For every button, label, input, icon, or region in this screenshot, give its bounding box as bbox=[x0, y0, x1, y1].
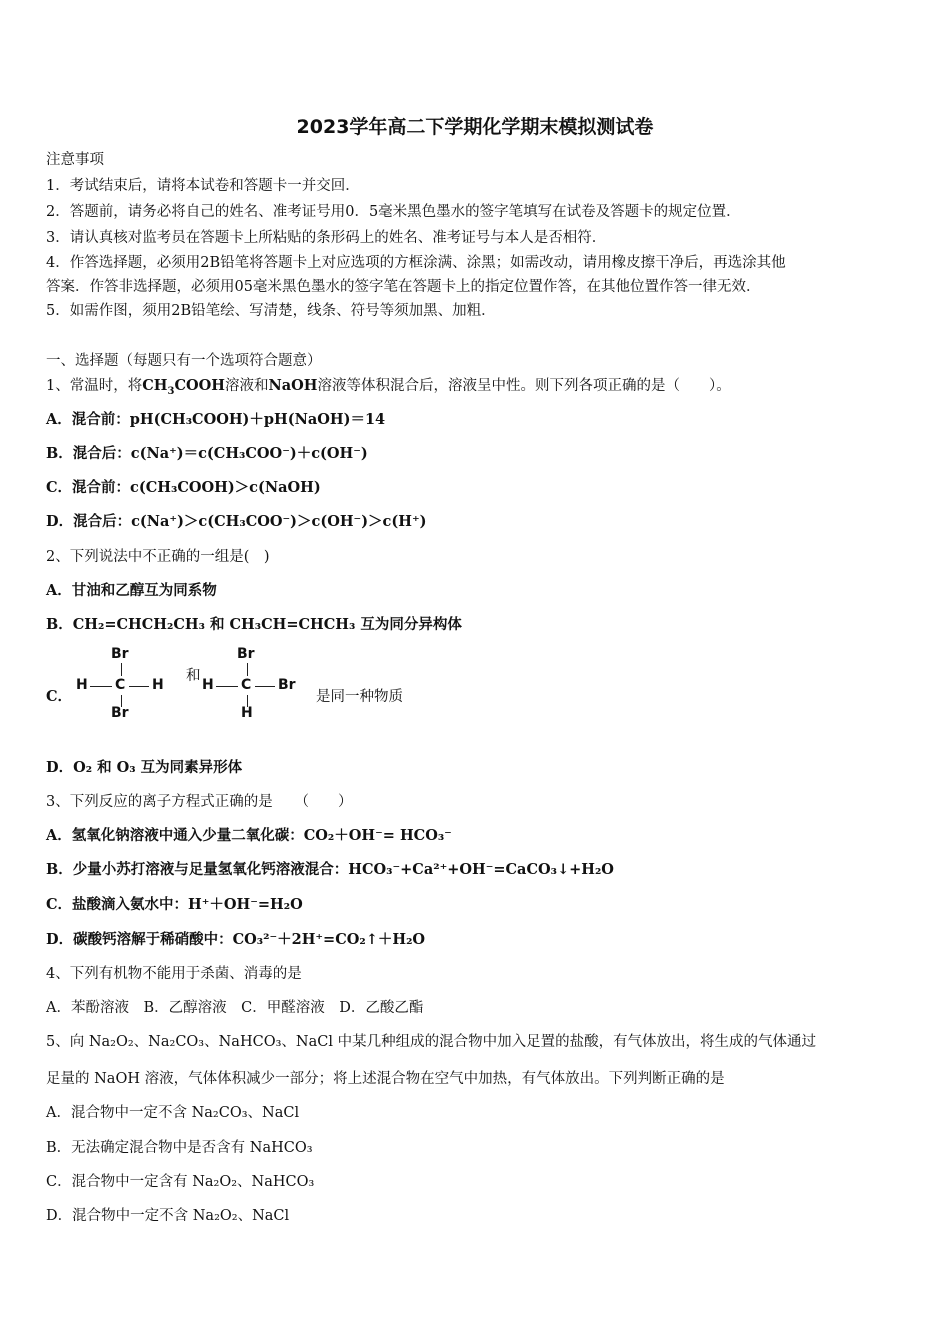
q5-option-b: B．无法确定混合物中是否含有 NaHCO₃ bbox=[46, 1140, 313, 1156]
atom-left: H bbox=[76, 677, 88, 693]
atom-center: C bbox=[241, 677, 252, 693]
atom-bottom: Br bbox=[111, 705, 129, 721]
q4-stem: 4、下列有机物不能用于杀菌、消毒的是 bbox=[46, 966, 302, 982]
bond bbox=[255, 686, 275, 687]
atom-center: C bbox=[115, 677, 126, 693]
q3-option-b: B．少量小苏打溶液与足量氢氧化钙溶液混合：HCO₃⁻+Ca²⁺+OH⁻=CaCO₃↓+H₂O bbox=[46, 861, 614, 878]
atom-left: H bbox=[202, 677, 214, 693]
atom-top: Br bbox=[237, 646, 255, 662]
q1-option-b: B．混合后：c(Na⁺)＝c(CH₃COO⁻)＋c(OH⁻) bbox=[46, 445, 368, 462]
notice-item-2: 2．答题前，请务必将自己的姓名、准考证号用0．5毫米黑色墨水的签字笔填写在试卷及答题卡的规定位置． bbox=[46, 204, 741, 220]
q1-option-c: C．混合前：c(CH₃COOH)＞c(NaOH) bbox=[46, 479, 321, 496]
notice-item-4-cont: 答案．作答非选择题，必须用05毫米黑色墨水的签字笔在答题卡上的指定位置作答，在其他位置作答一律无效． bbox=[46, 279, 761, 295]
q2-option-b: B．CH₂=CHCH₂CH₃ 和 CH₃CH=CHCH₃ 互为同分异构体 bbox=[46, 616, 462, 633]
bond bbox=[247, 663, 248, 676]
q5-option-c: C．混合物中一定含有 Na₂O₂、NaHCO₃ bbox=[46, 1174, 315, 1190]
q2-option-d: D．O₂ 和 O₃ 互为同素异形体 bbox=[46, 759, 243, 776]
bond bbox=[121, 663, 122, 676]
q2-option-c-label: C． bbox=[46, 688, 73, 705]
q3-option-c: C．盐酸滴入氨水中：H⁺＋OH⁻=H₂O bbox=[46, 896, 303, 913]
q1-option-d: D．混合后：c(Na⁺)＞c(CH₃COO⁻)＞c(OH⁻)＞c(H⁺) bbox=[46, 513, 427, 530]
q3-option-a: A．氢氧化钠溶液中通入少量二氧化碳：CO₂＋OH⁻= HCO₃⁻ bbox=[46, 827, 452, 844]
section-heading: 一、选择题（每题只有一个选项符合题意） bbox=[46, 353, 322, 369]
page-title: 2023学年高二下学期化学期末模拟测试卷 bbox=[296, 116, 654, 138]
q2-stem: 2、下列说法中不正确的一组是( ) bbox=[46, 549, 270, 565]
q5-option-a: A．混合物中一定不含 Na₂CO₃、NaCl bbox=[46, 1105, 300, 1121]
q5-stem-line1: 5、向 Na₂O₂、Na₂CO₃、NaHCO₃、NaCl 中某几种组成的混合物中加入足置的盐酸，有气体放出，将生成的气体通过 bbox=[46, 1034, 817, 1050]
atom-bottom: H bbox=[241, 705, 253, 721]
notice-heading: 注意事项 bbox=[46, 152, 104, 168]
bond bbox=[216, 686, 238, 687]
q2-option-c-tail: 是同一种物质 bbox=[316, 689, 403, 705]
notice-item-1: 1．考试结束后，请将本试卷和答题卡一并交回． bbox=[46, 178, 360, 194]
bond bbox=[90, 686, 112, 687]
atom-top: Br bbox=[111, 646, 129, 662]
q2-option-a: A．甘油和乙醇互为同系物 bbox=[46, 582, 217, 599]
q1-stem: 1、常温时，将$CH_3COOH$溶液和NaOH溶液等体积混合后，溶液呈中性。则下列各项正确的是（ ）。 bbox=[46, 377, 731, 397]
structure-connector: 和 bbox=[186, 668, 201, 684]
q1-option-a: A．混合前：pH(CH₃COOH)＋pH(NaOH)＝14 bbox=[46, 411, 386, 428]
notice-item-4: 4．作答选择题，必须用2B铅笔将答题卡上对应选项的方框涂满、涂黑；如需改动，请用橡皮擦干净后，再选涂其他 bbox=[46, 255, 786, 271]
structure-1 bbox=[76, 646, 176, 722]
atom-right: H bbox=[152, 677, 164, 693]
q5-stem-line2: 足量的 NaOH 溶液，气体体积减少一部分；将上述混合物在空气中加热，有气体放出。下列判断正确的是 bbox=[46, 1071, 725, 1087]
q3-option-d: D．碳酸钙溶解于稀硝酸中：CO₃²⁻＋2H⁺=CO₂↑＋H₂O bbox=[46, 931, 426, 948]
q5-option-d: D．混合物中一定不含 Na₂O₂、NaCl bbox=[46, 1208, 290, 1224]
notice-item-3: 3．请认真核对监考员在答题卡上所粘贴的条形码上的姓名、准考证号与本人是否相符． bbox=[46, 230, 607, 246]
atom-right: Br bbox=[278, 677, 296, 693]
bond bbox=[129, 686, 149, 687]
q3-stem: 3、下列反应的离子方程式正确的是 （ ） bbox=[46, 794, 353, 810]
notice-item-5: 5．如需作图，须用2B铅笔绘、写清楚，线条、符号等须加黑、加粗． bbox=[46, 303, 496, 319]
structure-2 bbox=[202, 646, 312, 722]
q4-options: A．苯酚溶液 B．乙醇溶液 C．甲醛溶液 D．乙酸乙酯 bbox=[46, 1000, 424, 1016]
